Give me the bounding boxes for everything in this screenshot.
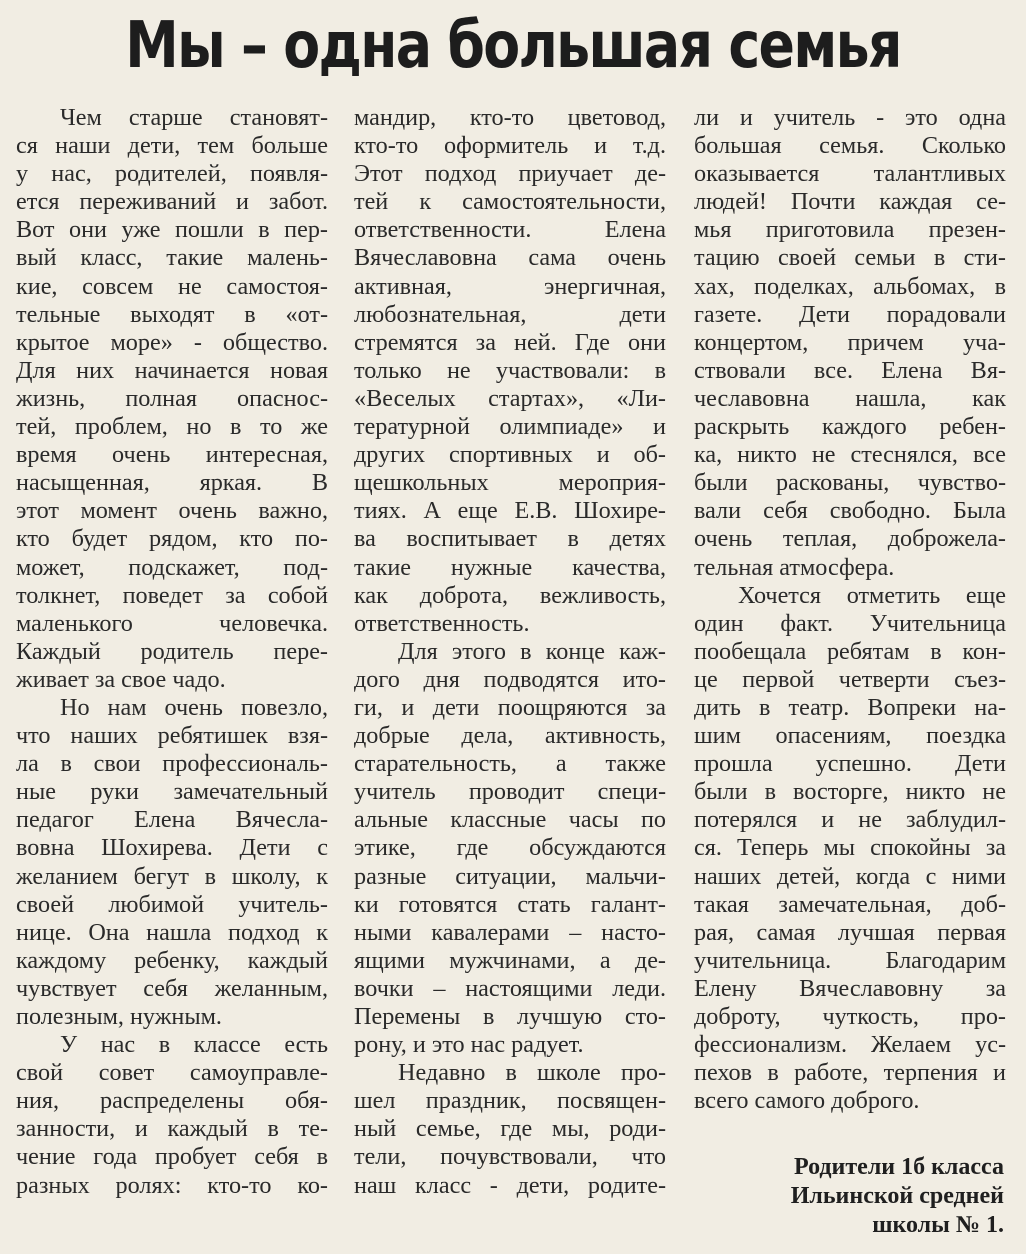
article-text-line: Недавно в школе про- bbox=[398, 1059, 666, 1087]
article-text-line: может, подскажет, под- bbox=[16, 553, 328, 581]
article-text-line: ка, никто не стеснялся, все bbox=[694, 441, 1006, 469]
article-text-line: ные руки замечательный bbox=[16, 778, 328, 806]
article-text-line: желанием бегут в школу, к bbox=[16, 862, 328, 890]
article-text-line: оказывается талантливых bbox=[694, 160, 1006, 188]
article-text-line: ла в свои профессиональ- bbox=[16, 750, 328, 778]
article-text-line: рону, и это нас радует. bbox=[354, 1031, 584, 1059]
article-text-line: ли и учитель - это одна bbox=[694, 104, 1006, 131]
article-text-line: концертом, причем уча- bbox=[694, 328, 1006, 356]
article-text-line: прошла успешно. Дети bbox=[694, 750, 1006, 778]
article-text-line: ния, распределены обя- bbox=[16, 1087, 328, 1115]
article-text-line: чение года пробует себя в bbox=[16, 1143, 328, 1171]
article-text-line: тельная атмосфера. bbox=[694, 553, 895, 581]
article-text-line: тей к самостоятельности, bbox=[354, 188, 666, 216]
article-text-line: разные ситуации, мальчи- bbox=[354, 862, 666, 890]
signature-line: школы № 1. bbox=[872, 1212, 1004, 1238]
article-text-line: дого дня подводятся ито- bbox=[354, 665, 666, 693]
article-text-line: Для этого в конце каж- bbox=[398, 637, 666, 665]
article-text-line: что наших ребятишек взя- bbox=[16, 722, 328, 750]
article-text-line: раскрыть каждого ребен- bbox=[694, 413, 1006, 441]
signature-line: Ильинской средней bbox=[790, 1183, 1004, 1209]
article-text-line: тиях. А еще Е.В. Шохире- bbox=[354, 497, 666, 525]
article-column-3 bbox=[694, 104, 1006, 1115]
article-text-line: дить в театр. Вопреки на- bbox=[694, 693, 1006, 721]
article-text-line: были в восторге, никто не bbox=[694, 778, 1006, 806]
article-text-line: других спортивных и об- bbox=[354, 441, 666, 469]
article-text-line: такие нужные качества, bbox=[354, 553, 666, 581]
article-text-line: Для них начинается новая bbox=[16, 356, 328, 384]
article-text-line: добрые дела, активность, bbox=[354, 722, 666, 750]
article-text-line: своей любимой учитель- bbox=[16, 890, 328, 918]
article-text-line: Вот они уже пошли в пер- bbox=[16, 216, 328, 244]
article-text-line: ящими мужчинами, а де- bbox=[354, 946, 666, 974]
article-text-line: были раскованы, чувство- bbox=[694, 469, 1006, 497]
signature-line: Родители 1б класса bbox=[794, 1154, 1004, 1180]
article-text-line: маленького человечка. bbox=[16, 609, 328, 637]
article-text-line: наших детей, когда с ними bbox=[694, 862, 1006, 890]
article-text-line: занности, и каждый в те- bbox=[16, 1115, 328, 1143]
article-text-line: полезным, нужным. bbox=[16, 1003, 222, 1030]
article-text-line: фессионализм. Желаем ус- bbox=[694, 1031, 1006, 1059]
article-text-line: це первой четверти съез- bbox=[694, 665, 1006, 693]
article-text-line: мья приготовила презен- bbox=[694, 216, 1006, 244]
article-text-line: вый класс, такие малень- bbox=[16, 244, 328, 272]
article-text-line: чеславовна нашла, как bbox=[694, 384, 1006, 412]
article-text-line: этике, где обсуждаются bbox=[354, 834, 666, 862]
article-text-line: ными кавалерами – насто- bbox=[354, 918, 666, 946]
article-text-line: пехов в работе, терпения и bbox=[694, 1059, 1006, 1087]
article-text-line: тературной олимпиаде» и bbox=[354, 413, 666, 441]
article-text-line: вали себя свободно. Была bbox=[694, 497, 1006, 525]
article-text-line: шим опасениям, поездка bbox=[694, 722, 1006, 750]
article-text-line: ги, и дети поощряются за bbox=[354, 693, 666, 721]
article-text-line: такая замечательная, доб- bbox=[694, 890, 1006, 918]
article-text-line: только не участвовали: в bbox=[354, 356, 666, 384]
article-text-line: тей, проблем, но в то же bbox=[16, 413, 328, 441]
article-signature bbox=[694, 1153, 1004, 1240]
article-text-line: Но нам очень повезло, bbox=[60, 693, 328, 721]
article-text-line: ствовали все. Елена Вя- bbox=[694, 356, 1006, 384]
article-text-line: жизнь, полная опаснос- bbox=[16, 384, 328, 412]
article-text-line: Вячеславовна сама очень bbox=[354, 244, 666, 272]
article-text-line: насыщенная, яркая. В bbox=[16, 469, 328, 497]
article-column-2 bbox=[354, 104, 666, 1200]
article-text-line: учительница. Благодарим bbox=[694, 946, 1006, 974]
article-text-line: нице. Она нашла подход к bbox=[16, 918, 328, 946]
article-text-line: тели, почувствовали, что bbox=[354, 1143, 666, 1171]
article-text-line: шел праздник, посвящен- bbox=[354, 1087, 666, 1115]
article-text-line: ется переживаний и забот. bbox=[16, 188, 328, 216]
article-text-line: вовна Шохирева. Дети с bbox=[16, 834, 328, 862]
article-text-line: большая семья. Сколько bbox=[694, 132, 1006, 160]
article-text-line: У нас в классе есть bbox=[60, 1031, 328, 1059]
article-text-line: каждому ребенку, каждый bbox=[16, 946, 328, 974]
article-text-line: тельные выходят в «от- bbox=[16, 300, 328, 328]
article-text-line: хах, поделках, альбомах, в bbox=[694, 272, 1006, 300]
article-text-line: Каждый родитель пере- bbox=[16, 637, 328, 665]
article-text-line: чувствует себя желанным, bbox=[16, 974, 328, 1002]
article-text-line: кто будет рядом, кто по- bbox=[16, 525, 328, 553]
article-text-line: ный семье, где мы, роди- bbox=[354, 1115, 666, 1143]
article-text-line: учитель проводит специ- bbox=[354, 778, 666, 806]
article-text-line: как доброта, вежливость, bbox=[354, 581, 666, 609]
article-text-line: щешкольных мероприя- bbox=[354, 469, 666, 497]
article-text-line: свой совет самоуправле- bbox=[16, 1059, 328, 1087]
article-text-line: время очень интересная, bbox=[16, 441, 328, 469]
article-text-line: Этот подход приучает де- bbox=[354, 160, 666, 188]
article-text-line: старательность, а также bbox=[354, 750, 666, 778]
article-text-line: ответственность. bbox=[354, 609, 530, 637]
article-column-1 bbox=[16, 104, 328, 1200]
article-text-line: ся. Теперь мы спокойны за bbox=[694, 834, 1006, 862]
article-text-line: стремятся за ней. Где они bbox=[354, 328, 666, 356]
article-text-line: очень теплая, доброжела- bbox=[694, 525, 1006, 553]
article-text-line: пообещала ребятам в кон- bbox=[694, 637, 1006, 665]
article-text-line: у нас, родителей, появля- bbox=[16, 160, 328, 188]
article-text-line: ся наши дети, тем больше bbox=[16, 132, 328, 160]
article-text-line: любознательная, дети bbox=[354, 300, 666, 328]
article-text-line: рая, самая лучшая первая bbox=[694, 918, 1006, 946]
article-text-line: газете. Дети порадовали bbox=[694, 300, 1006, 328]
article-text-line: Елену Вячеславовну за bbox=[694, 974, 1006, 1002]
article-text-line: альные классные часы по bbox=[354, 806, 666, 834]
article-text-line: педагог Елена Вячесла- bbox=[16, 806, 328, 834]
article-text-line: живает за свое чадо. bbox=[16, 665, 226, 693]
article-text-line: ответственности. Елена bbox=[354, 216, 666, 244]
article-text-line: разных ролях: кто-то ко- bbox=[16, 1171, 328, 1199]
article-text-line: людей! Почти каждая се- bbox=[694, 188, 1006, 216]
article-text-line: кто-то оформитель и т.д. bbox=[354, 132, 666, 160]
article-text-line: Чем старше становят- bbox=[60, 104, 328, 131]
article-text-line: ки готовятся стать галант- bbox=[354, 890, 666, 918]
article-text-line: наш класс - дети, родите- bbox=[354, 1171, 666, 1199]
article-text-line: кие, совсем не самостоя- bbox=[16, 272, 328, 300]
article-text-line: Хочется отметить еще bbox=[738, 581, 1006, 609]
article-text-line: мандир, кто-то цветовод, bbox=[354, 104, 666, 131]
article-text-line: ва воспитывает в детях bbox=[354, 525, 666, 553]
article-text-line: один факт. Учительница bbox=[694, 609, 1006, 637]
article-text-line: Перемены в лучшую сто- bbox=[354, 1003, 666, 1030]
article-text-line: тацию своей семьи в сти- bbox=[694, 244, 1006, 272]
article-text-line: этот момент очень важно, bbox=[16, 497, 328, 525]
article-text-line: толкнет, поведет за собой bbox=[16, 581, 328, 609]
article-text-line: потерялся и не заблудил- bbox=[694, 806, 1006, 834]
article-text-line: вочки – настоящими леди. bbox=[354, 974, 666, 1002]
article-text-line: доброту, чуткость, про- bbox=[694, 1003, 1006, 1030]
article-text-line: активная, энергичная, bbox=[354, 272, 666, 300]
article-text-line: «Веселых стартах», «Ли- bbox=[354, 384, 666, 412]
article-headline: Мы – одна большая семья bbox=[125, 9, 901, 83]
article-text-line: крытое море» - общество. bbox=[16, 328, 328, 356]
article-text-line: всего самого доброго. bbox=[694, 1087, 920, 1115]
